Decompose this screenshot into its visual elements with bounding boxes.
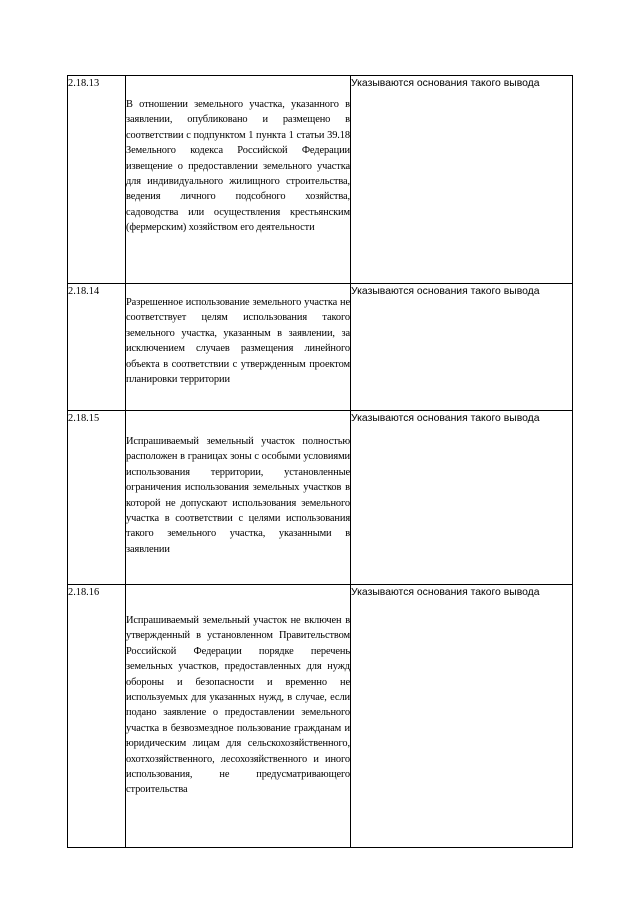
row-description: Испрашиваемый земельный участок полностью расположен в границах зоны с особыми условиями использования территории, установленные ограничения использования земельных участков в которой не допускают использования земельного участка в соответствии с целями использования такого земельного участка, указанными в заявлении (126, 436, 350, 555)
row-description-cell (126, 411, 351, 585)
table-row (68, 411, 573, 585)
row-description: В отношении земельного участка, указанного в заявлении, опубликовано и размещено в соответствии с подпунктом 1 пункта 1 статьи 39.18 Земельного кодекса Российской Федерации извещение о предоставлении земельного участка для индивидуального жилищного строительства, ведения личного подсобного хозяйства, садоводства или осуществления крестьянским (фермерским) хозяйством его деятельности (126, 99, 350, 234)
table-row (68, 585, 573, 848)
row-description-cell (126, 76, 351, 284)
row-number: 2.18.14 (68, 284, 126, 411)
row-result: Указываются основания такого вывода (351, 284, 573, 411)
table-row (68, 284, 573, 411)
row-number: 2.18.13 (68, 76, 126, 284)
grounds-table (67, 75, 573, 848)
row-description: Разрешенное использование земельного участка не соответствует целям использования такого земельного участка, указанным в заявлении, за исключением случаев размещения линейного объекта в соответствии с утвержденным проектом планировки территории (126, 297, 350, 386)
row-number: 2.18.16 (68, 585, 126, 848)
table-row (68, 76, 573, 284)
row-description: Испрашиваемый земельный участок не включен в утвержденный в установленном Правительством Российской Федерации порядке перечень земельных участков, предоставленных для нужд обороны и безопасности и временно не используемых для указанных нужд, в случае, если подано заявление о предоставлении земельного участка в безвозмездное пользование гражданам и юридическим лицам для сельскохозяйственного, охотхозяйственного, лесохозяйственного и иного использования, не предусматривающего строительства (126, 615, 350, 796)
row-description-cell (126, 585, 351, 848)
row-number: 2.18.15 (68, 411, 126, 585)
row-result: Указываются основания такого вывода (351, 411, 573, 585)
row-description-cell (126, 284, 351, 411)
row-result: Указываются основания такого вывода (351, 585, 573, 848)
row-result: Указываются основания такого вывода (351, 76, 573, 284)
